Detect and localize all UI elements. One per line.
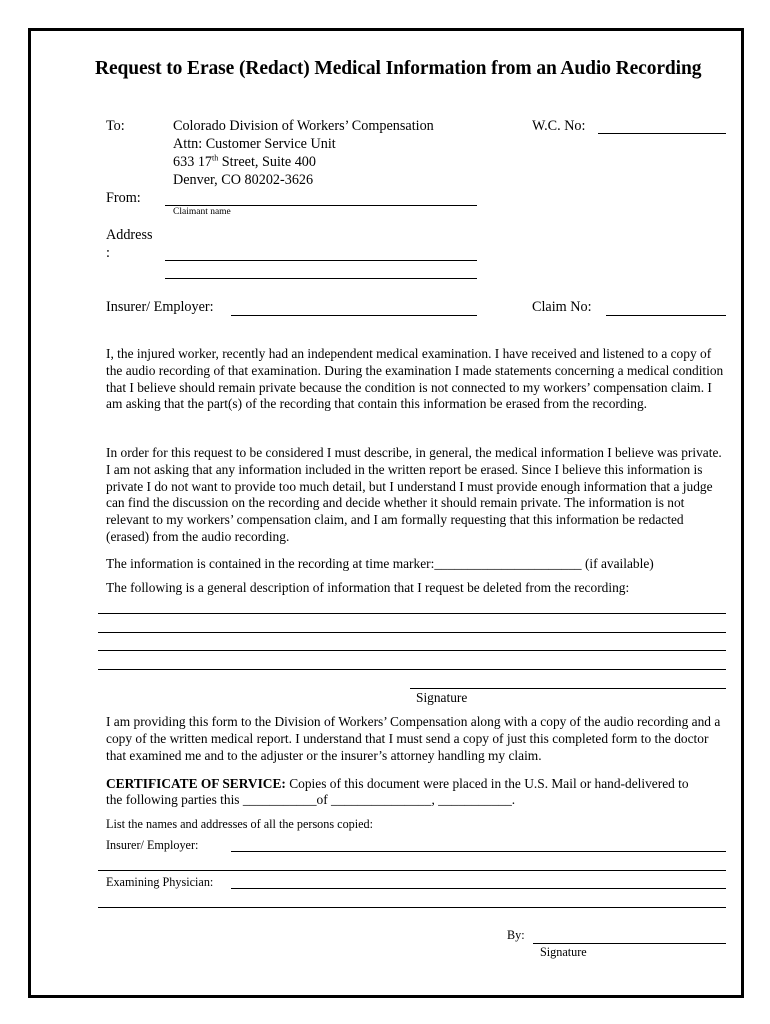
description-line-4[interactable] (98, 669, 726, 670)
cert-physician-field-line-2[interactable] (98, 907, 726, 908)
address-colon: : (106, 245, 110, 261)
wc-no-field[interactable] (598, 133, 726, 134)
claimant-name-caption: Claimant name (173, 207, 231, 217)
claimant-name-field[interactable] (165, 205, 477, 206)
claim-no-field[interactable] (606, 315, 726, 316)
address-field-line-2[interactable] (165, 278, 477, 279)
recipient-attn: Attn: Customer Service Unit (173, 136, 336, 152)
certificate-heading: CERTIFICATE OF SERVICE: (106, 776, 286, 791)
paragraph-2: In order for this request to be considered I must describe, in general, the medical information I believe was private. I am not asking that any information included in the written report be erased. Since I believe this information is private I do not want to provide too much detail, but I understand I must provide enough information that a judge can find the discussion on the recording and decide whether it should remain private. The information is not relevant to my workers’ compensation claim, and I am formally requesting that this information be redacted (erased) from the audio recording. (106, 445, 722, 544)
recipient-street: 633 17th Street, Suite 400 (173, 153, 316, 170)
time-marker-line: The information is contained in the recording at time marker:______________________ (if available) (106, 556, 654, 571)
certifier-signature-label: Signature (540, 945, 587, 959)
cert-insurer-field[interactable] (231, 851, 726, 852)
certificate-line-1: CERTIFICATE OF SERVICE: Copies of this document were placed in the U.S. Mail or hand-delivered to (106, 776, 689, 791)
paragraph-3: I am providing this form to the Division of Workers’ Compensation along with a copy of the audio recording and a copy of the written medical report. I understand that I must send a copy of just this completed form to the doctor that examined me and to the adjuster or the insurer’s attorney handling my claim. (106, 714, 721, 763)
to-label: To: (106, 118, 125, 134)
wc-no-label: W.C. No: (532, 118, 586, 134)
claim-no-label: Claim No: (532, 299, 592, 315)
page-title: Request to Erase (Redact) Medical Information from an Audio Recording (95, 58, 702, 79)
cert-physician-field[interactable] (231, 888, 726, 889)
description-line-1[interactable] (98, 613, 726, 614)
description-prompt: The following is a general description of information that I request be deleted from the recording: (106, 580, 630, 595)
address-field-line-1[interactable] (165, 260, 477, 261)
cert-physician-label: Examining Physician: (106, 875, 214, 889)
list-prompt: List the names and addresses of all the persons copied: (106, 817, 374, 831)
recipient-name: Colorado Division of Workers’ Compensation (173, 118, 434, 134)
insurer-employer-field[interactable] (231, 315, 477, 316)
description-line-2[interactable] (98, 632, 726, 633)
certificate-line-2: the following parties this ___________of _______________, ___________. (106, 792, 516, 807)
from-label: From: (106, 190, 141, 206)
address-label: Address (106, 227, 153, 243)
insurer-employer-label: Insurer/ Employer: (106, 299, 214, 315)
cert-insurer-label: Insurer/ Employer: (106, 838, 199, 852)
description-line-3[interactable] (98, 650, 726, 651)
by-label: By: (507, 928, 525, 942)
worker-signature-label: Signature (416, 690, 468, 705)
certifier-signature-field[interactable] (533, 943, 726, 944)
cert-insurer-field-line-2[interactable] (98, 870, 726, 871)
worker-signature-field[interactable] (410, 688, 726, 689)
paragraph-1: I, the injured worker, recently had an independent medical examination. I have received and listened to a copy of the audio recording of that examination. During the examination I made statements concerning a medical condition that I believe should remain private because the condition is not connected to my workers’ compensation claim. I am asking that the part(s) of the recording that contain this information be erased from the recording. (106, 346, 724, 412)
recipient-city: Denver, CO 80202-3626 (173, 172, 314, 188)
